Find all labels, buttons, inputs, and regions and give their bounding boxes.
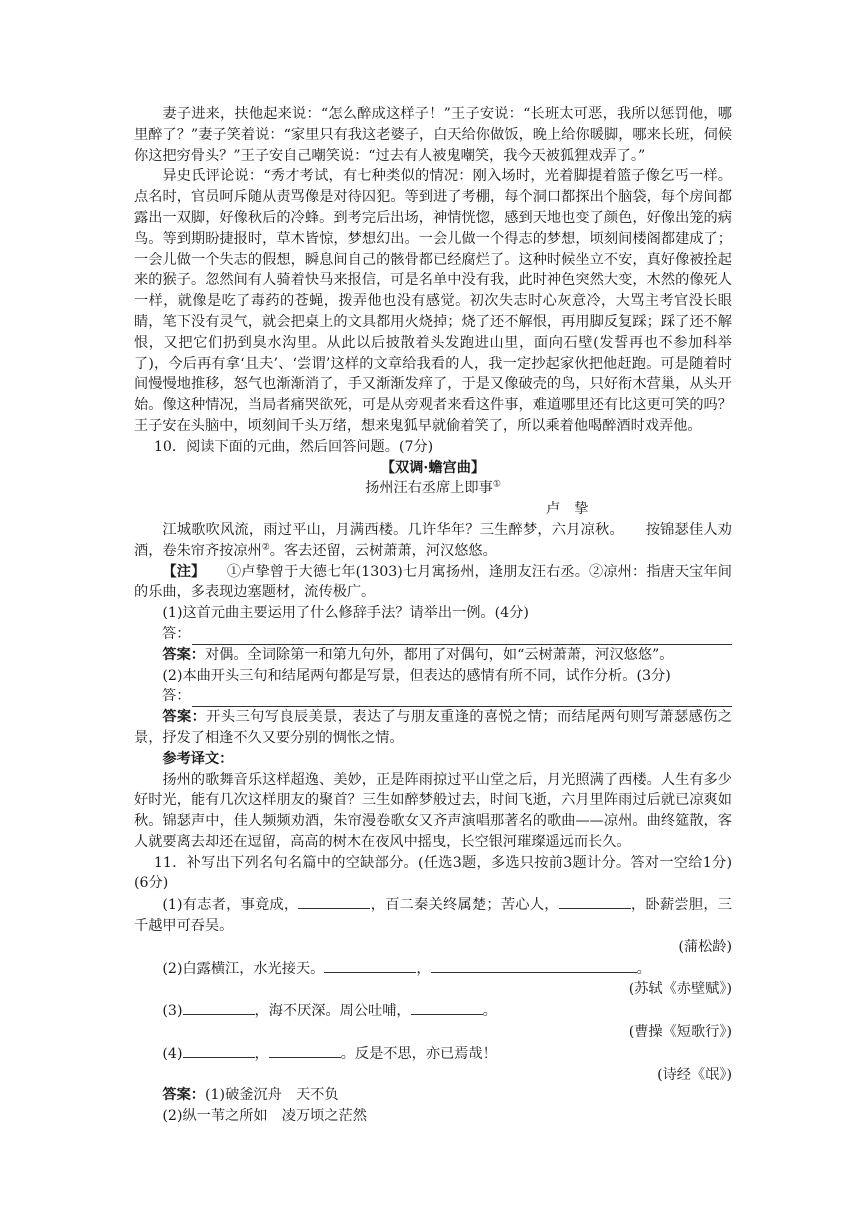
fill-4-text-a: (4) <box>162 1045 183 1062</box>
fill-2-blank-2 <box>431 958 637 973</box>
fill-2-text-c: 。 <box>636 960 651 977</box>
poem-title: 【双调·蟾宫曲】 <box>380 459 486 476</box>
sub-question-2: (2)本曲开头三句和结尾两句都是写景，但表达的感情有所不同，试作分析。(3分) <box>162 667 671 684</box>
answer-prefix-1: 答： <box>162 625 191 642</box>
sub-question-1: (1)这首元曲主要运用了什么修辞手法？请举出一例。(4分) <box>162 605 529 622</box>
fill-3-text-a: (3) <box>162 1003 183 1020</box>
q11-answer-1: (1)破釜沉舟 天不负 <box>204 1087 339 1104</box>
translation-label: 参考译文： <box>162 750 234 767</box>
poem-line-1-end: 。客去还留，云树萧萧，河汉悠悠。 <box>269 542 497 559</box>
fill-4-blank-2 <box>269 1043 341 1058</box>
document-content <box>134 104 732 1127</box>
footnote-mark-1: ① <box>492 479 501 490</box>
question-10-stem: 10．阅读下面的元曲，然后回答问题。(7分) <box>153 438 434 455</box>
poem-subtitle <box>134 478 732 499</box>
fill-item-2 <box>134 958 732 980</box>
poem-author: 卢挚 <box>546 501 603 518</box>
answer-2 <box>134 707 732 749</box>
fill-1-source: (蒲松龄) <box>678 938 732 955</box>
fill-2-text-b: ， <box>416 960 431 977</box>
note-label: 【注】 <box>162 563 199 580</box>
fill-4-text-c: 。反是不思，亦已焉哉！ <box>340 1045 497 1062</box>
q11-answer <box>134 1085 732 1106</box>
fill-item-4 <box>134 1043 732 1065</box>
poem-subtitle-text: 扬州汪右丞席上即事 <box>365 480 493 497</box>
fill-3-text-c: 。 <box>482 1003 497 1020</box>
answer-line-2 <box>134 686 732 707</box>
fill-3-blank-1 <box>183 1000 255 1015</box>
fill-1-text-c: ，卧薪尝胆，三千越甲可吞吴。 <box>134 897 732 935</box>
fill-1-blank-1 <box>298 894 370 909</box>
poem-text <box>134 520 732 562</box>
translation-paragraph-2: 异史氏评论说：“秀才考试，有七种类似的情况：刚入场时，光着脚提着篮子像乞丐一样。点名时，官员呵斥随从责骂像是对待囚犯。等到进了考棚，每个洞口都探出个脑袋，每个房间都露出一双脚，好像秋后的冷蜂。到考完后出场，神情恍惚，感到天地也变了颜色，好像出笼的病鸟。等到期盼捷报时，草木皆惊，梦想幻出。一会儿做一个得志的梦想，顷刻间楼阁都建成了；一会儿做一个失志的假想，瞬息间自己的骸骨都已经腐烂了。这种时候坐立不安，真好像被拴起来的猴子。忽然间有人骑着快马来报信，可是名单中没有我，此时神色突然大变，木然的像死人一样，就像是吃了毒药的苍蝇，拨弄他也没有感觉。初次失志时心灰意冷，大骂主考官没长眼睛，笔下没有灵气，就会把桌上的文具都用火烧掉；烧了还不解恨，再用脚反复踩；踩了还不解恨，又把它们扔到臭水沟里。从此以后披散着头发跑进山里，面向石壁(发誓再也不参加科举了)，今后再有拿‘且夫’、‘尝谓’这样的文章给我看的人，我一定抄起家伙把他赶跑。可是随着时间慢慢地推移，怒气也渐渐消了，手又渐渐发痒了，于是又像破壳的鸟，只好衔木营巢，从头开始。像这种情况，当局者痛哭欲死，可是从旁观者来看这件事，难道哪里还有比这更可笑的吗？王子安在头脑中，顷刻间千头万绪，想来鬼狐早就偷着笑了，所以乘着他喝醉酒时戏弄他。 <box>134 168 732 434</box>
q11-answer-label: 答案： <box>162 1087 205 1104</box>
translation-text: 扬州的歌舞音乐这样超逸、美妙，正是阵雨掠过平山堂之后，月光照满了西楼。人生有多少好时光，能有几次这样朋友的聚首？三生如醉梦般过去，时间飞逝，六月里阵雨过后就已凉爽如秋。锦瑟声中，佳人频频劝酒，朱帘漫卷歌女又齐声演唱那著名的歌曲——凉州。曲终筵散，客人就要离去却还在逗留，高高的树木在夜风中摇曳，长空银河璀璨遥远而长久。 <box>134 771 732 850</box>
answer-line-1 <box>134 624 732 645</box>
answer-1-label: 答案： <box>162 646 205 663</box>
fill-item-1 <box>134 894 732 937</box>
answer-prefix-2: 答： <box>162 688 191 705</box>
translation-paragraph-1: 妻子进来，扶他起来说：“怎么醉成这样子！”王子安说：“长班太可恶，我所以惩罚他，哪里醉了？”妻子笑着说：“家里只有我这老婆子，白天给你做饭，晚上给你暖脚，哪来长班，伺候你这把穷骨头？”王子安自己嘲笑说：“过去有人被鬼嘲笑，我今天被狐狸戏弄了。” <box>134 106 732 164</box>
note-text: ①卢挚曾于大德七年(1303)七月寓扬州，逢朋友汪右丞。②凉州：指唐天宝年间的乐曲，多表现边塞题材，流传极广。 <box>134 563 732 601</box>
fill-1-text-a: (1)有志者，事竟成， <box>162 897 299 914</box>
answer-underline-1 <box>192 629 732 645</box>
fill-2-blank-1 <box>324 958 416 973</box>
answer-underline-2 <box>192 691 732 707</box>
poem-note <box>134 562 732 604</box>
fill-2-source: (苏轼《赤壁赋》) <box>628 981 732 998</box>
fill-3-blank-2 <box>411 1000 483 1015</box>
answer-1 <box>134 645 732 666</box>
fill-3-text-b: ，海不厌深。周公吐哺， <box>254 1003 411 1020</box>
poem-line-1: 江城歌吹风流，雨过平山，月满西楼。几许华年？三生醉梦，六月凉秋。 按锦瑟佳人劝酒，卷朱帘齐按凉州 <box>134 521 732 559</box>
q11-answer-2: (2)纵一苇之所如 凌万顷之茫然 <box>162 1108 367 1125</box>
footnote-mark-2: ② <box>261 542 270 552</box>
fill-item-3 <box>134 1000 732 1022</box>
fill-1-blank-2 <box>559 894 631 909</box>
answer-2-text: 开头三句写良辰美景，表达了与朋友重逢的喜悦之情；而结尾两句则写萧瑟感伤之景，抒发了相逢不久又要分别的惆怅之情。 <box>134 709 732 746</box>
question-11-stem: 11．补写出下列名句名篇中的空缺部分。(任选3题，多选只按前3题计分。答对一空给1分)(6分) <box>134 854 732 892</box>
fill-2-text-a: (2)白露横江，水光接天。 <box>162 960 325 977</box>
fill-1-text-b: ，百二秦关终属楚；苦心人， <box>370 897 559 914</box>
fill-4-text-b: ， <box>254 1045 269 1062</box>
fill-4-source: (诗经《氓》) <box>657 1066 732 1083</box>
answer-1-text: 对偶。全词除第一和第九句外，都用了对偶句，如“云树萧萧，河汉悠悠”。 <box>204 646 674 663</box>
fill-3-source: (曹操《短歌行》) <box>628 1024 732 1041</box>
answer-2-label: 答案： <box>162 709 207 726</box>
fill-4-blank-1 <box>183 1043 255 1058</box>
